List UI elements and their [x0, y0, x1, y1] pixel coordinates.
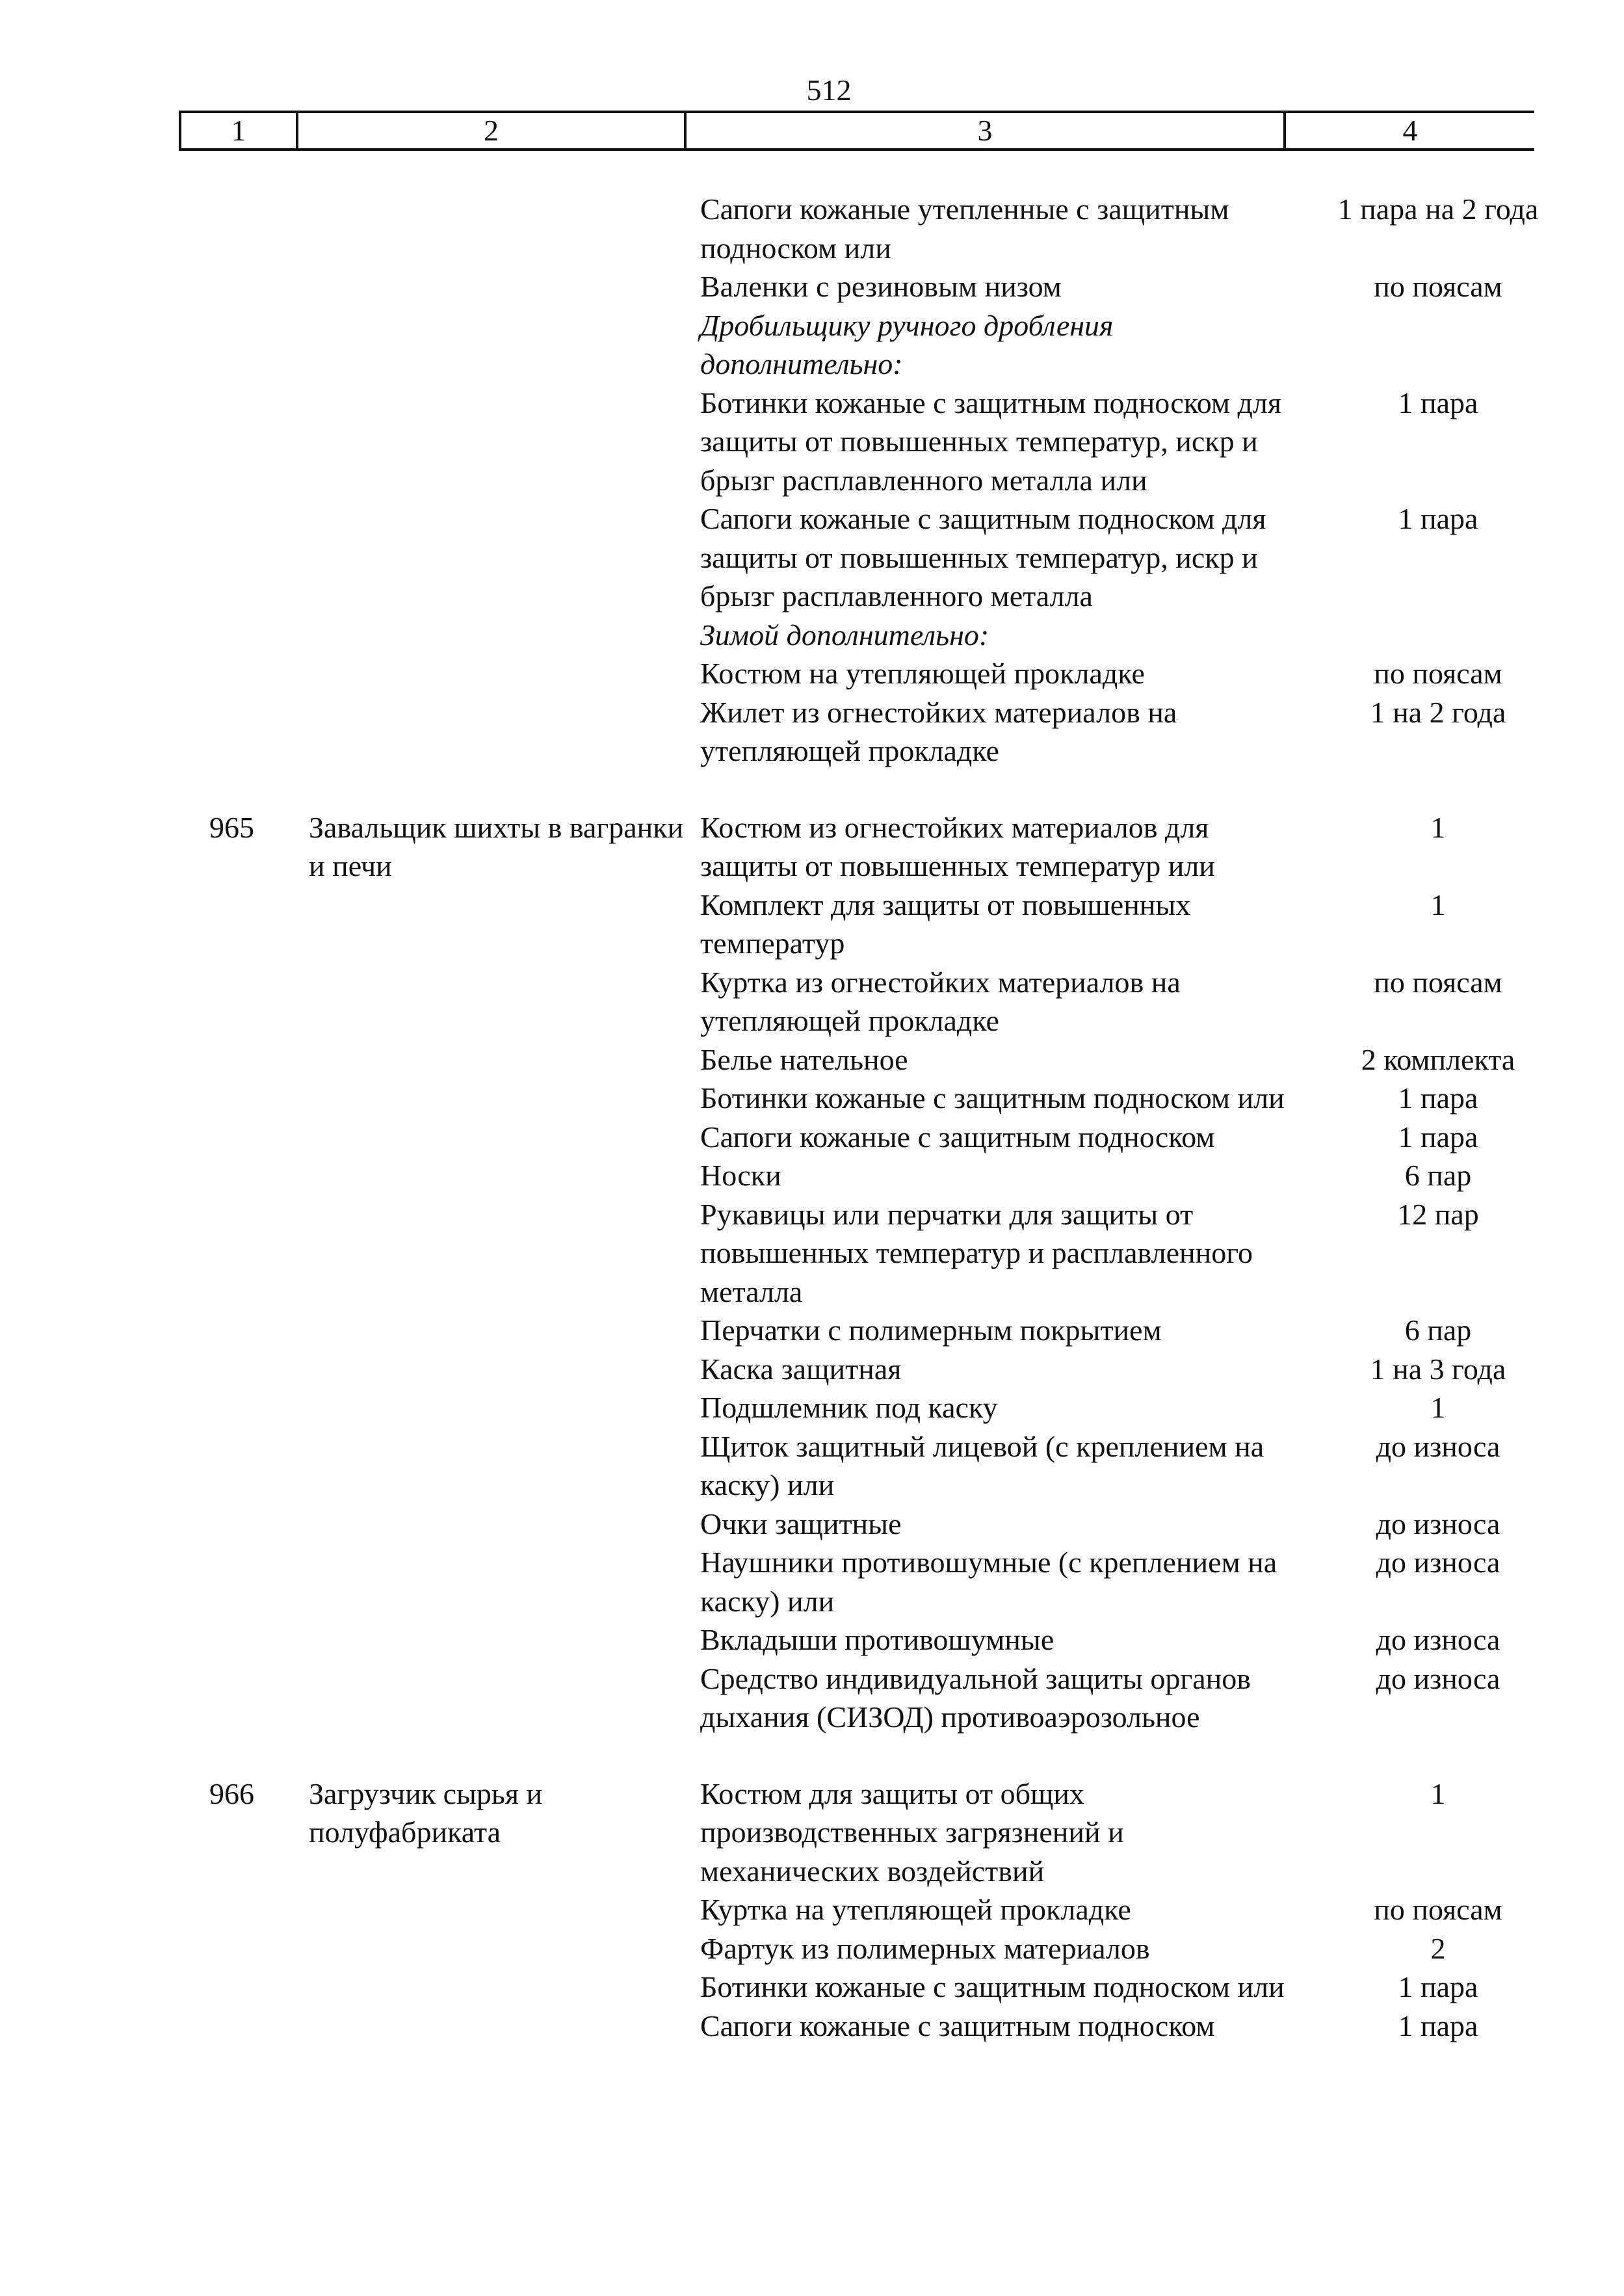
list-item: [700, 808, 1578, 886]
item-norm: до износа: [1376, 1546, 1500, 1579]
list-item: [700, 1620, 1578, 1659]
item-name: Перчатки с полимерным покрытием: [700, 1313, 1162, 1347]
item-norm: 2: [1430, 1931, 1446, 1965]
item-subheading: Дробильщику ручного дробления дополнительно:: [700, 308, 1114, 380]
item-norm: 1 на 2 года: [1370, 695, 1506, 729]
list-item: [700, 1079, 1578, 1118]
item-norm: до износа: [1376, 1507, 1500, 1540]
list-item: [700, 616, 1578, 655]
column-header-3: 3: [687, 113, 1286, 148]
item-name: Щиток защитный лицевой (с креплением на каску) или: [700, 1429, 1264, 1501]
list-item: [700, 1929, 1578, 1968]
item-norm: по поясам: [1374, 965, 1502, 999]
item-list: [700, 808, 1578, 1737]
item-name: Костюм на утепляющей прокладке: [700, 657, 1145, 690]
list-item: [700, 267, 1578, 306]
list-item: [700, 886, 1578, 963]
item-name: Жилет из огнестойких материалов на утепляющей прокладке: [700, 695, 1177, 767]
item-name: Сапоги кожаные с защитным подноском: [700, 2009, 1215, 2042]
item-name: Комплект для защиты от повышенных температур: [700, 888, 1191, 960]
continuation-entry: [0, 190, 1624, 771]
list-item: [700, 1040, 1578, 1079]
item-norm: по поясам: [1374, 270, 1502, 303]
item-norm: по поясам: [1374, 657, 1502, 690]
item-norm: 1: [1430, 1391, 1446, 1424]
column-header-1: 1: [181, 113, 298, 148]
list-item: [700, 693, 1578, 771]
list-item: [700, 1775, 1578, 1891]
item-name: Костюм из огнестойких материалов для защиты от повышенных температур или: [700, 810, 1215, 882]
item-subheading: Зимой дополнительно:: [700, 618, 989, 652]
page-number: 512: [806, 73, 852, 107]
item-name: Валенки с резиновым низом: [700, 270, 1062, 303]
item-norm: 1: [1430, 810, 1446, 844]
list-item: [700, 1659, 1578, 1737]
item-name: Белье нательное: [700, 1042, 908, 1076]
item-name: Сапоги кожаные с защитным подноском для защиты от повышенных температур, искр и брызг расплавленного металла: [700, 502, 1266, 613]
job-title: [307, 190, 700, 771]
item-norm: 6 пар: [1404, 1313, 1472, 1347]
item-norm: [1298, 306, 1578, 384]
item-norm: 1: [1430, 888, 1446, 921]
item-name: Вкладыши противошумные: [700, 1623, 1054, 1656]
entry-number: [183, 190, 307, 771]
item-norm: 1 пара: [1398, 386, 1478, 419]
item-name: Носки: [700, 1159, 781, 1192]
list-item: [700, 1195, 1578, 1312]
item-norm: 1 пара на 2 года: [1337, 192, 1539, 226]
list-item: [700, 1427, 1578, 1505]
item-list: [700, 1775, 1578, 2046]
item-norm: 1 пара: [1398, 2009, 1478, 2042]
entry-number: 966: [209, 1776, 254, 1810]
item-norm: [1298, 616, 1578, 655]
item-norm: до износа: [1376, 1623, 1500, 1656]
item-name: Каска защитная: [700, 1352, 902, 1386]
item-name: Костюм для защиты от общих производственных загрязнений и механических воздействий: [700, 1776, 1124, 1888]
item-name: Куртка на утепляющей прокладке: [700, 1893, 1131, 1926]
list-item: [700, 1350, 1578, 1389]
list-item: [700, 963, 1578, 1040]
item-name: Очки защитные: [700, 1507, 902, 1540]
item-norm: 1 пара: [1398, 1970, 1478, 2003]
entry-number: 965: [209, 810, 254, 844]
item-name: Фартук из полимерных материалов: [700, 1931, 1150, 1965]
list-item: [700, 1311, 1578, 1350]
item-norm: по поясам: [1374, 1893, 1502, 1926]
item-list: [700, 190, 1578, 771]
entry-965: [0, 808, 1624, 1737]
list-item: [700, 1156, 1578, 1195]
item-name: Сапоги кожаные утепленные с защитным подноском или: [700, 192, 1229, 265]
list-item: [700, 654, 1578, 693]
item-norm: 2 комплекта: [1361, 1042, 1515, 1076]
item-norm: 12 пар: [1397, 1197, 1479, 1231]
item-name: Ботинки кожаные с защитным подноском или: [700, 1081, 1285, 1115]
list-item: [700, 1890, 1578, 1929]
item-norm: 1 пара: [1398, 1120, 1478, 1154]
job-title: Завальщик шихты в вагранки и печи: [309, 810, 684, 882]
list-item: [700, 1968, 1578, 2007]
item-norm: 1: [1430, 1776, 1446, 1810]
list-item: [700, 499, 1578, 616]
item-name: Ботинки кожаные с защитным подноском или: [700, 1970, 1285, 2003]
column-header-4: 4: [1402, 114, 1418, 147]
item-name: Средство индивидуальной защиты органов дыхания (СИЗОД) противоаэрозольное: [700, 1661, 1251, 1734]
item-name: Рукавицы или перчатки для защиты от повышенных температур и расплавленного металла: [700, 1197, 1253, 1308]
column-header-2: 2: [298, 113, 687, 148]
item-norm: 6 пар: [1404, 1159, 1472, 1192]
item-norm: 1 пара: [1398, 502, 1478, 535]
item-name: Подшлемник под каску: [700, 1391, 998, 1424]
list-item: [700, 384, 1578, 500]
list-item: [700, 1543, 1578, 1620]
column-header-row: [179, 111, 1534, 151]
list-item: [700, 2007, 1578, 2046]
item-norm: 1 на 3 года: [1370, 1352, 1506, 1386]
list-item: [700, 1505, 1578, 1544]
job-title: Загрузчик сырья и полуфабриката: [309, 1776, 543, 1849]
item-norm: до износа: [1376, 1429, 1500, 1463]
item-name: Ботинки кожаные с защитным подноском для защиты от повышенных температур, искр и брызг расплавленного металла или: [700, 386, 1282, 497]
list-item: [700, 1118, 1578, 1157]
list-item: [700, 190, 1578, 267]
entry-966: [0, 1775, 1624, 2046]
table-body: [0, 190, 1624, 2045]
item-name: Наушники противошумные (с креплением на каску) или: [700, 1546, 1277, 1618]
item-name: Куртка из огнестойких материалов на утепляющей прокладке: [700, 965, 1181, 1037]
list-item: [700, 306, 1578, 384]
item-name: Сапоги кожаные с защитным подноском: [700, 1120, 1215, 1154]
item-norm: 1 пара: [1398, 1081, 1478, 1115]
list-item: [700, 1388, 1578, 1427]
item-norm: до износа: [1376, 1661, 1500, 1695]
